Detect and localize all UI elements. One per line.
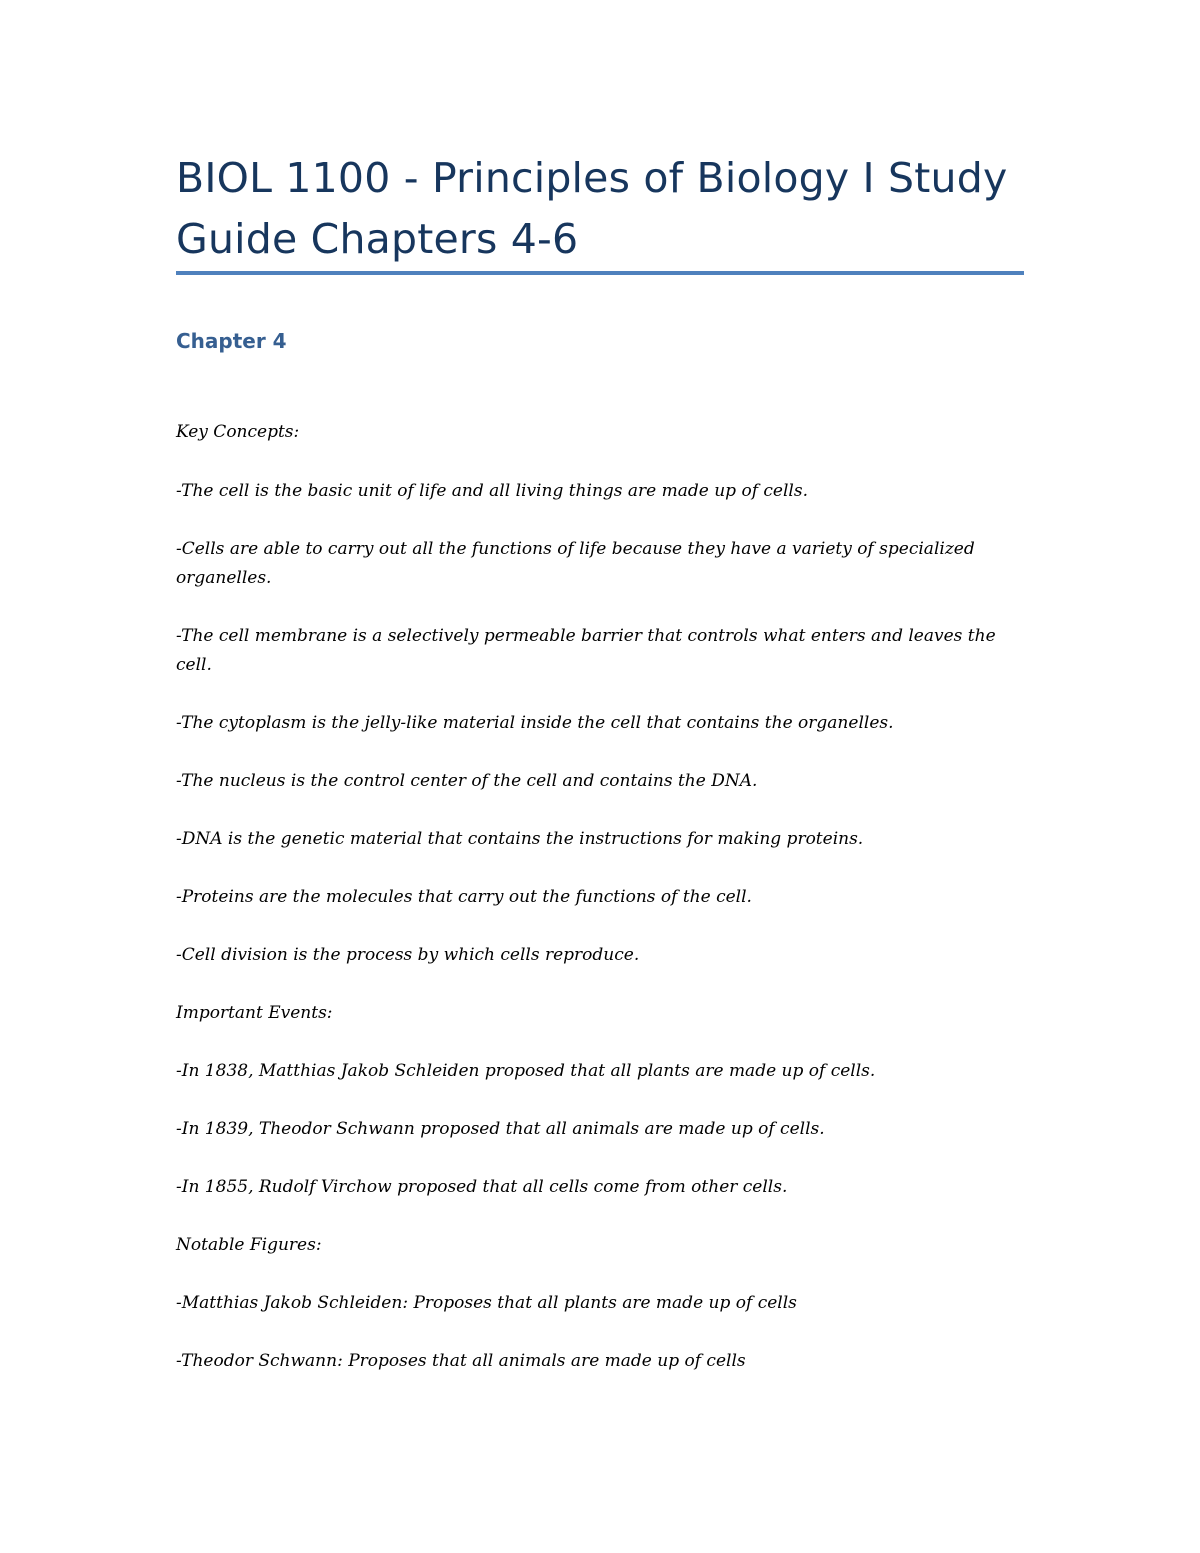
key-concept-item-continuation: cell. — [176, 655, 212, 675]
important-events-label: Important Events: — [176, 1003, 333, 1023]
key-concept-item: -Proteins are the molecules that carry out the functions of the cell. — [176, 887, 752, 907]
document-title-line-2: Guide Chapters 4-6 — [176, 215, 579, 263]
key-concept-item: -The cell membrane is a selectively permeable barrier that controls what enters and leaves the — [176, 626, 996, 646]
key-concept-item: -Cell division is the process by which cells reproduce. — [176, 945, 640, 965]
important-event-item: -In 1839, Theodor Schwann proposed that all animals are made up of cells. — [176, 1119, 825, 1139]
chapter-heading: Chapter 4 — [176, 329, 287, 353]
key-concept-item: -The cytoplasm is the jelly-like material inside the cell that contains the organelles. — [176, 713, 894, 733]
title-underline-rule — [176, 271, 1024, 275]
important-event-item: -In 1855, Rudolf Virchow proposed that all cells come from other cells. — [176, 1177, 788, 1197]
key-concept-item: -The cell is the basic unit of life and all living things are made up of cells. — [176, 481, 808, 501]
key-concept-item: -The nucleus is the control center of the cell and contains the DNA. — [176, 771, 758, 791]
key-concept-item: -DNA is the genetic material that contains the instructions for making proteins. — [176, 829, 864, 849]
key-concepts-label: Key Concepts: — [176, 422, 300, 442]
document-title — [176, 148, 1036, 270]
key-concept-item: -Cells are able to carry out all the functions of life because they have a variety of specialized — [176, 539, 975, 559]
notable-figure-item: -Matthias Jakob Schleiden: Proposes that all plants are made up of cells — [176, 1293, 797, 1313]
notable-figures-label: Notable Figures: — [176, 1235, 322, 1255]
notable-figure-item: -Theodor Schwann: Proposes that all animals are made up of cells — [176, 1351, 746, 1371]
key-concept-item-continuation: organelles. — [176, 568, 272, 588]
document-title-line-1: BIOL 1100 - Principles of Biology I Study — [176, 154, 1008, 202]
important-event-item: -In 1838, Matthias Jakob Schleiden proposed that all plants are made up of cells. — [176, 1061, 876, 1081]
